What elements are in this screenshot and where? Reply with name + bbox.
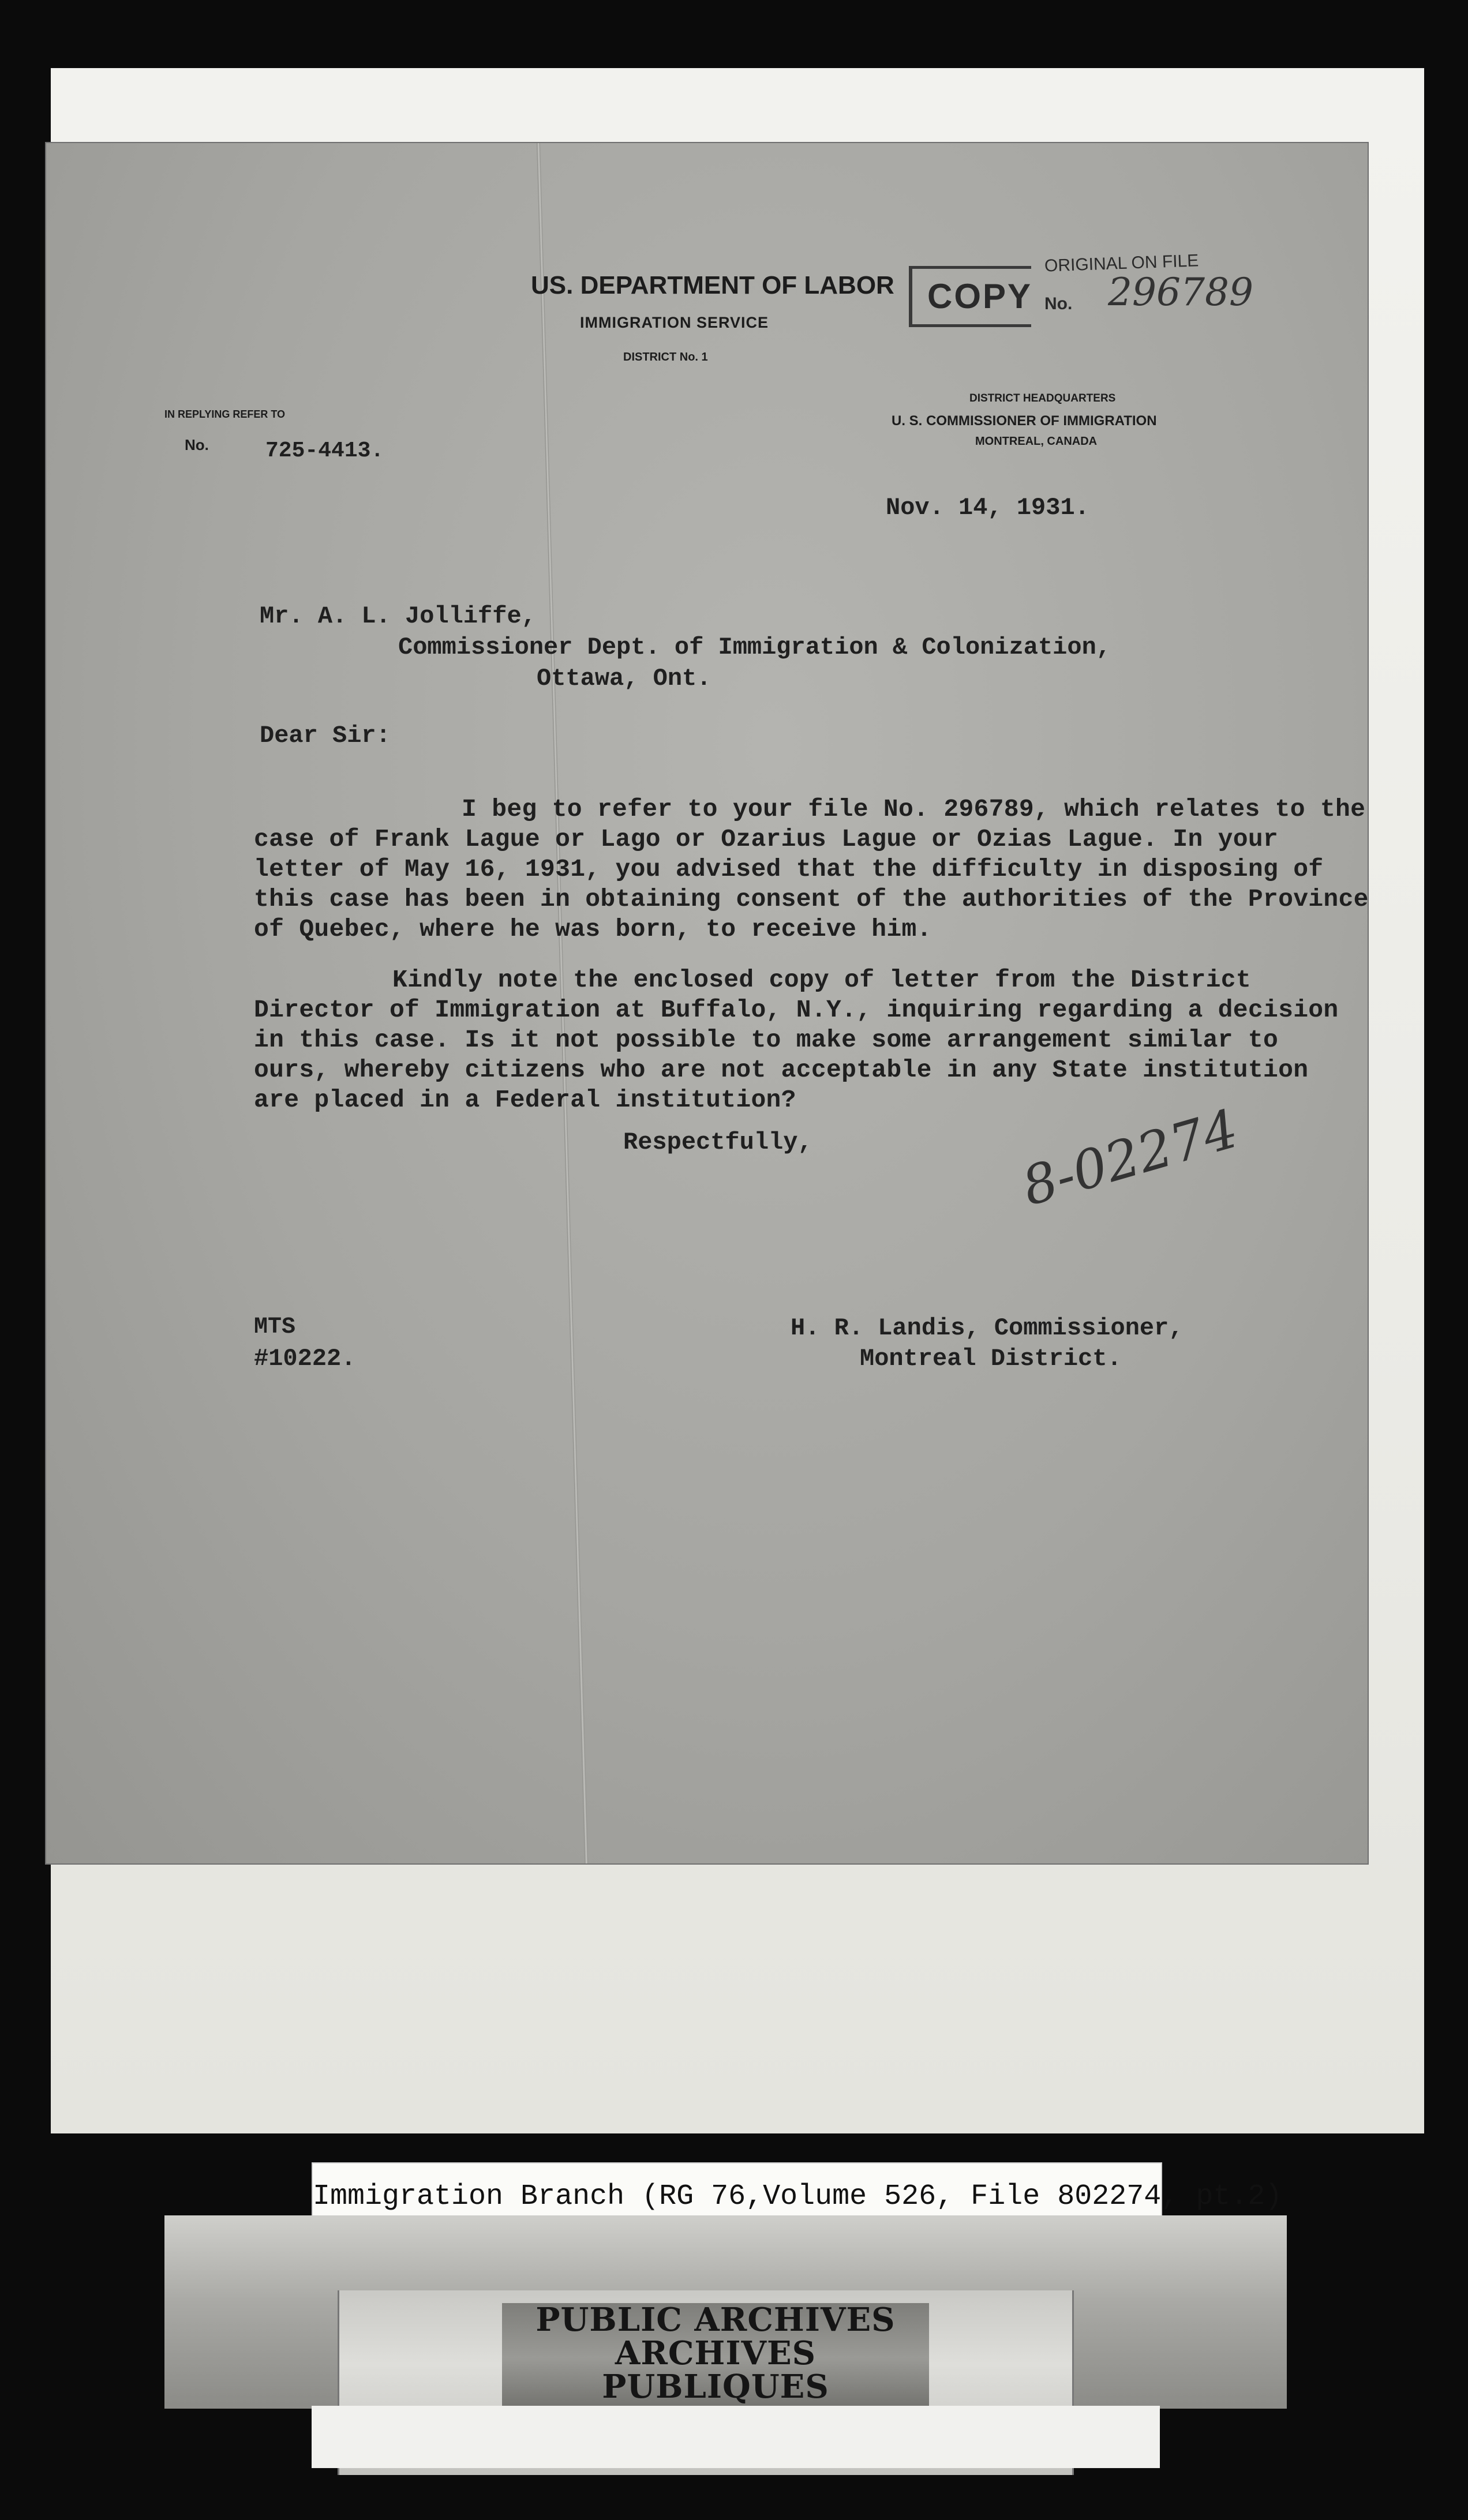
reference-number: 725-4413. <box>265 438 384 463</box>
closing: Respectfully, <box>623 1128 812 1156</box>
recipient-city: Ottawa, Ont. <box>537 665 711 692</box>
original-on-file-label: ORIGINAL ON FILE <box>1044 251 1199 276</box>
body-line: Director of Immigration at Buffalo, N.Y., inquiring regarding a decision <box>254 996 1339 1024</box>
body-line: Kindly note the enclosed copy of letter from the District <box>392 966 1251 994</box>
typist-initials: MTS <box>254 1314 296 1340</box>
district-heading: DISTRICT No. 1 <box>623 351 708 363</box>
recipient-name: Mr. A. L. Jolliffe, <box>260 602 536 630</box>
archive-stamp-line-2: ARCHIVES PUBLIQUES <box>602 2334 829 2406</box>
handwritten-annotation: 8-02274 <box>1016 1097 1245 1218</box>
body-line: case of Frank Lague or Lago or Ozarius Lague or Ozias Lague. In your <box>254 825 1279 853</box>
signature-name: H. R. Landis, Commissioner, <box>791 1314 1184 1342</box>
body-line: in this case. Is it not possible to make some arrangement similar to <box>254 1026 1279 1054</box>
body-line: I beg to refer to your file No. 296789, which relates to the <box>462 795 1366 823</box>
hq-line-2: U. S. COMMISSIONER OF IMMIGRATION <box>892 413 1157 429</box>
stamp-no-label: No. <box>1044 294 1073 313</box>
copy-stamp: COPY <box>909 266 1031 327</box>
handwritten-file-number: 296789 <box>1108 270 1253 314</box>
letter-date: Nov. 14, 1931. <box>886 494 1089 522</box>
service-heading: IMMIGRATION SERVICE <box>580 314 769 331</box>
body-line: letter of May 16, 1931, you advised that the difficulty in disposing of <box>254 855 1324 883</box>
hq-line-1: DISTRICT HEADQUARTERS <box>969 392 1116 404</box>
body-line: ours, whereby citizens who are not acceptable in any State institution <box>254 1056 1309 1084</box>
reply-label: IN REPLYING REFER TO <box>164 408 286 420</box>
archive-stamp-line-1: PUBLIC ARCHIVES <box>535 2301 896 2339</box>
department-heading: US. DEPARTMENT OF LABOR <box>531 271 894 299</box>
body-line: this case has been in obtaining consent of the authorities of the Province <box>254 885 1369 913</box>
letter-page <box>46 143 1368 1863</box>
bottom-card <box>312 2406 1160 2468</box>
file-reference: #10222. <box>254 1345 356 1372</box>
no-label: No. <box>185 436 209 453</box>
public-archives-stamp <box>502 2303 929 2413</box>
body-line: of Quebec, where he was born, to receive him. <box>254 915 932 943</box>
recipient-title: Commissioner Dept. of Immigration & Colonization, <box>398 633 1111 661</box>
body-line: are placed in a Federal institution? <box>254 1086 796 1114</box>
hq-line-3: MONTREAL, CANADA <box>975 435 1098 448</box>
signature-district: Montreal District. <box>860 1345 1122 1372</box>
archive-caption: Immigration Branch (RG 76,Volume 526, File 802274, pt.2) <box>312 2162 1162 2232</box>
salutation: Dear Sir: <box>260 722 391 749</box>
